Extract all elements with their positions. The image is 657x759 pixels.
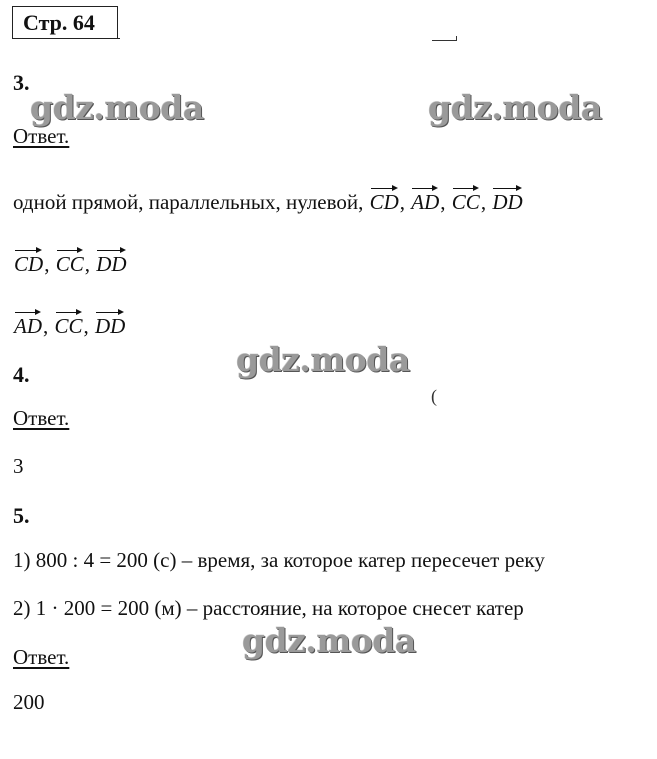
page-title: Стр. 64 bbox=[23, 10, 95, 35]
solution-step-2: 2) 1 · 200 = 200 (м) – расстояние, на которое снесет катер bbox=[13, 596, 524, 620]
task3-answer-line1: одной прямой, параллельных, нулевой, CD, AD, CC, DD bbox=[13, 186, 524, 215]
watermark: gdz.moda bbox=[242, 621, 416, 660]
solution-step-1: 1) 800 : 4 = 200 (с) – время, за которое катер пересечет реку bbox=[13, 548, 545, 572]
answer-value: 3 bbox=[13, 454, 24, 478]
task3-answer-line2: CD, CC, DD bbox=[13, 248, 128, 277]
page-header-box bbox=[12, 6, 118, 38]
header-underline bbox=[12, 38, 120, 39]
vector-ad: AD bbox=[411, 186, 439, 215]
vector-dd: DD bbox=[96, 248, 126, 277]
vector-cc: CC bbox=[452, 186, 480, 215]
watermark: gdz.moda bbox=[30, 88, 204, 127]
task-number: 5. bbox=[13, 503, 30, 528]
answer-label: Ответ. bbox=[13, 645, 70, 669]
vector-ad: AD bbox=[14, 310, 42, 339]
vector-dd: DD bbox=[95, 310, 125, 339]
task-number: 4. bbox=[13, 362, 30, 387]
watermark: gdz.moda bbox=[428, 88, 602, 127]
vector-cc: CC bbox=[55, 310, 83, 339]
answer-value: 200 bbox=[13, 690, 45, 714]
task-number: 3. bbox=[13, 70, 30, 95]
task3-line1-text: одной прямой, параллельных, нулевой, bbox=[13, 190, 364, 214]
stray-line-mark bbox=[432, 40, 457, 41]
vector-cd: CD bbox=[14, 248, 43, 277]
watermark: gdz.moda bbox=[236, 340, 410, 379]
stray-paren-mark: ( bbox=[431, 386, 437, 406]
answer-label: Ответ. bbox=[13, 124, 70, 148]
vector-cd: CD bbox=[370, 186, 399, 215]
stray-tick-mark bbox=[456, 36, 457, 41]
task3-answer-line3: AD, CC, DD bbox=[13, 310, 126, 339]
vector-cc: CC bbox=[56, 248, 84, 277]
vector-dd: DD bbox=[492, 186, 522, 215]
answer-label: Ответ. bbox=[13, 406, 70, 430]
